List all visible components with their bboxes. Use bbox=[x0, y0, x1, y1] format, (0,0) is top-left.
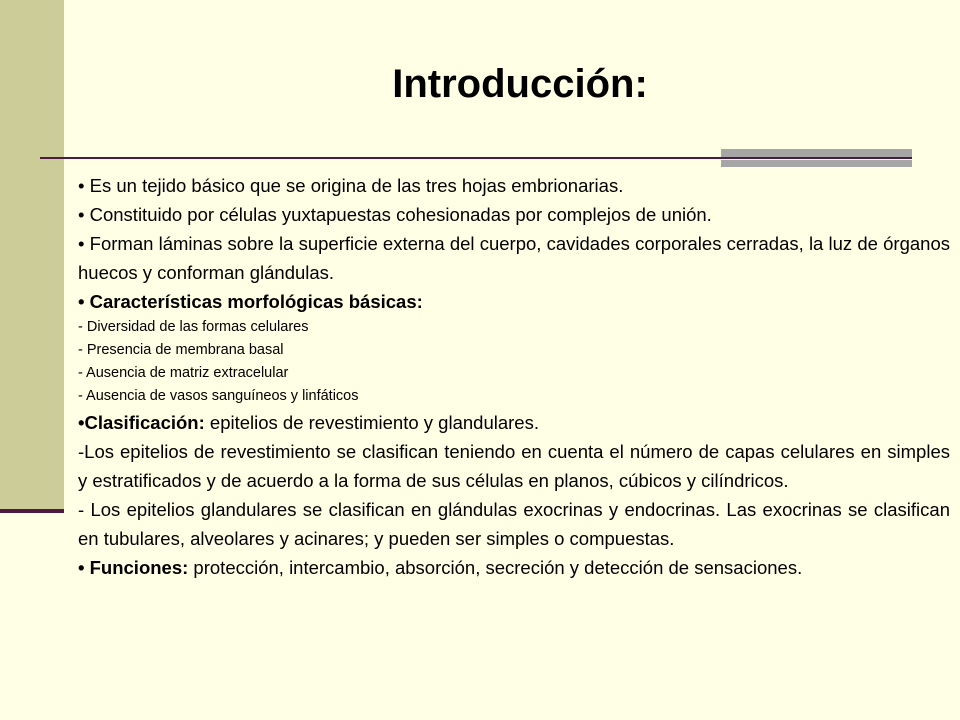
bullet-origin: • Es un tejido básico que se origina de las tres hojas embrionarias. bbox=[78, 175, 624, 196]
paragraph-glandular-epithelia: - Los epitelios glandulares se clasifican en glándulas exocrinas y endocrinas. Las exocrinas se clasifican en tubulares, alveolares y acinares; y pueden ser simples o compuestas. bbox=[78, 499, 950, 549]
title-rule bbox=[40, 157, 912, 159]
paragraph-lining-epithelia: -Los epitelios de revestimiento se clasifican teniendo en cuenta el número de capas celulares en simples y estratificados y de acuerdo a la forma de sus células en planos, cúbicos y cilíndricos. bbox=[78, 441, 950, 491]
bullet-constitution: • Constituido por células yuxtapuestas cohesionadas por complejos de unión. bbox=[78, 204, 712, 225]
bullet-functions bbox=[78, 553, 950, 582]
bullet-characteristics: • Características morfológicas básicas: bbox=[78, 291, 423, 312]
characteristic-item: - Diversidad de las formas celulares bbox=[78, 319, 309, 335]
characteristic-item: - Ausencia de vasos sanguíneos y linfáticos bbox=[78, 388, 359, 404]
classification-text: epitelios de revestimiento y glandulares. bbox=[204, 412, 539, 433]
title-rule-accent-lower bbox=[721, 160, 912, 167]
functions-label: • Funciones: bbox=[78, 557, 189, 578]
sidebar-divider bbox=[0, 509, 64, 513]
functions-text: protección, intercambio, absorción, secreción y detección de sensaciones. bbox=[188, 557, 803, 578]
characteristic-item: - Ausencia de matriz extracelular bbox=[78, 365, 289, 381]
bullet-laminae: • Forman láminas sobre la superficie externa del cuerpo, cavidades corporales cerradas, la luz de órganos huecos y conforman glándulas. bbox=[78, 233, 950, 283]
classification-label: •Clasificación: bbox=[78, 412, 205, 433]
bullet-classification bbox=[78, 408, 950, 437]
slide-title: Introducción: bbox=[392, 62, 648, 106]
slide-body bbox=[78, 171, 950, 582]
characteristic-item: - Presencia de membrana basal bbox=[78, 342, 284, 358]
